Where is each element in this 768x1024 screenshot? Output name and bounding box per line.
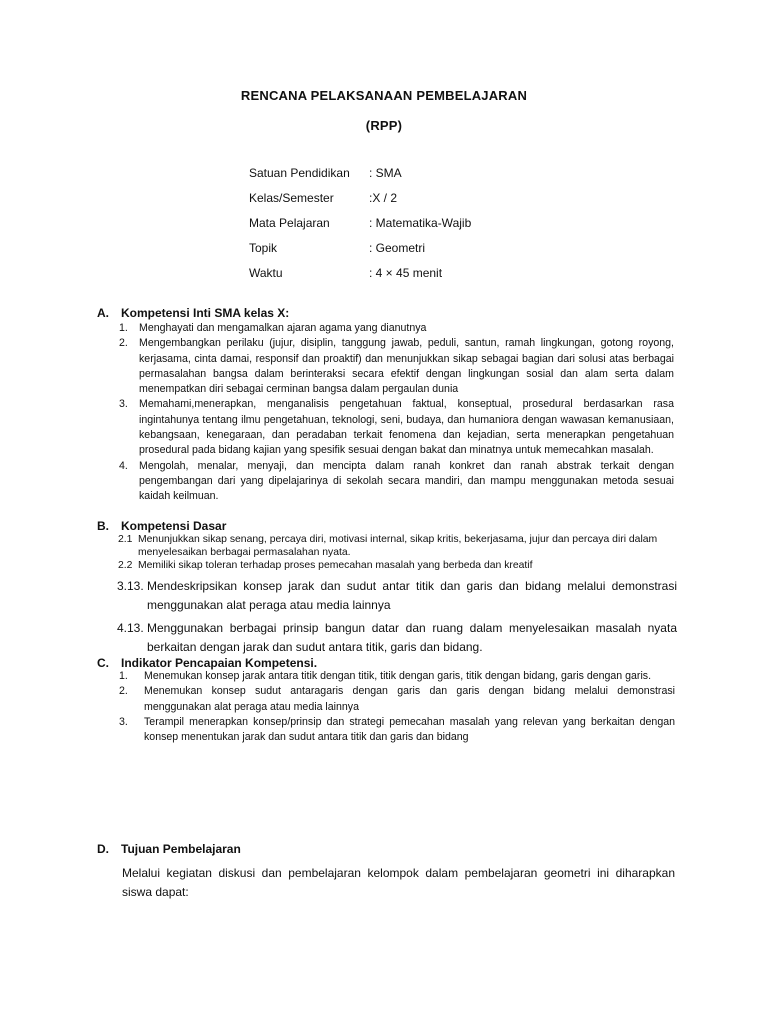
list-item [119,459,674,505]
section-letter: B. [97,519,109,533]
identity-label: Kelas/Semester [249,191,334,205]
section-title: Indikator Pencapaian Kompetensi. [121,656,318,670]
identity-row [249,266,471,291]
list-item [117,577,677,615]
list-text: Menggunakan berbagai prinsip bangun datar dan ruang dalam menyelesaikan masalah nyata berkaitan dengan jarak dan sudut antara titik, garis dan bidang. [147,621,677,654]
identity-label: Satuan Pendidikan [249,166,350,180]
learning-objective-paragraph: Melalui kegiatan diskusi dan pembelajaran kelompok dalam pembelajaran geometri ini diharapkan siswa dapat: [122,866,675,899]
section-letter: D. [97,842,109,856]
document-title: RENCANA PELAKSANAAN PEMBELAJARAN [240,88,528,103]
section-a-heading [97,306,289,320]
core-competence-list [119,321,674,505]
list-item [119,321,674,336]
list-number: 3. [119,398,128,411]
basic-competence-knowledge-list [117,577,677,661]
identity-row [249,166,471,191]
list-text: Mengembangkan perilaku (jujur, disiplin, tanggung jawab, peduli, santun, ramah lingkungan, gotong royong, kerjasama, cinta damai, responsif dan proaktif) dan menunjukkan sikap sebagai bagian dari solusi atas berbagai permasalahan bangsa dalam berinteraksi secara efektif dengan lingkungan sosial dan alam serta dalam menempatkan diri sebagai cerminan bangsa dalam pergaulan dunia [139,337,674,396]
list-number: 3. [119,715,128,728]
identity-table [249,166,471,291]
identity-row [249,216,471,241]
section-letter: A. [97,306,109,320]
section-letter: C. [97,656,109,670]
list-number: 1. [119,670,128,682]
list-item [119,397,674,458]
identity-row [249,191,471,216]
section-title: Kompetensi Inti SMA kelas X: [121,306,290,320]
identity-label: Topik [249,241,278,255]
list-text: Menemukan konsep sudut antaragaris dengan garis dan garis dengan bidang melalui demonstrasi menggunakan alat peraga atau media lainnya [144,685,675,713]
list-number: 4. [119,459,128,472]
list-text: Menunjukkan sikap senang, percaya diri, motivasi internal, sikap kritis, bekerjasama, jujur dan percaya diri dalam menyelesaikan berbagai permasalahan nyata. [138,534,658,558]
identity-label: Mata Pelajaran [249,216,330,230]
section-title: Tujuan Pembelajaran [121,842,241,856]
list-text: Menemukan konsep jarak antara titik dengan titik, titik dengan garis, titik dengan bidang, garis dengan garis. [144,670,652,682]
indicator-list [119,669,675,745]
list-text: Terampil menerapkan konsep/prinsip dan strategi pemecahan masalah yang relevan yang berkaitan dengan konsep menentukan jarak dan sudut antara titik dan garis dan bidang [144,715,675,744]
identity-value: : 4 × 45 menit [369,266,443,280]
list-item [119,684,675,715]
list-number: 4.13. [117,621,144,635]
document-subtitle: (RPP) [365,118,403,133]
identity-row [249,241,471,266]
section-c-heading [97,656,317,670]
section-b-heading [97,519,226,533]
list-number: 2. [119,337,128,350]
list-text: Memahami,menerapkan, menganalisis pengetahuan faktual, konseptual, prosedural berdasarkan rasa ingintahunya tentang ilmu pengetahuan, teknologi, seni, budaya, dan humaniora dengan wawasan kemanusiaan, kebangsaan, kenegaraan, dan peradaban terkait fenomena dan kejadian, serta menerapkan pengetahuan prosedural pada bidang kajian yang spesifik sesuai dengan bakat dan minatnya untuk memecahkan masalah. [139,398,674,457]
list-item [117,619,677,657]
list-number: 2. [119,685,128,698]
identity-label: Waktu [249,266,283,280]
list-item [119,715,675,746]
list-text: Mengolah, menalar, menyaji, dan mencipta dalam ranah konkret dan ranah abstrak terkait dengan pengembangan dari yang dipelajarinya di sekolah secara mandiri, dan mampu menggunakan metoda sesuai kaidah keilmuan. [139,459,674,503]
section-d-heading [97,842,241,856]
list-item [119,669,675,684]
list-number: 2.1 [118,534,133,545]
list-text: Mendeskripsikan konsep jarak dan sudut antar titik dan garis dan bidang melalui demonstrasi menggunakan alat peraga atau media lainnya [147,579,677,612]
identity-value: :X / 2 [369,191,398,205]
identity-value: : Matematika-Wajib [369,216,472,230]
identity-value: : Geometri [369,241,426,255]
identity-value: : SMA [369,166,402,180]
list-item [119,336,674,397]
section-title: Kompetensi Dasar [121,519,227,533]
list-text: Memiliki sikap toleran terhadap proses pemecahan masalah yang berbeda dan kreatif [138,560,533,571]
list-number: 3.13. [117,579,144,593]
list-number: 1. [119,322,128,334]
list-number: 2.2 [118,560,133,571]
basic-competence-attitude-list [118,533,678,572]
list-item [118,533,678,559]
list-item [118,559,678,572]
list-text: Menghayati dan mengamalkan ajaran agama yang dianutnya [139,322,427,334]
